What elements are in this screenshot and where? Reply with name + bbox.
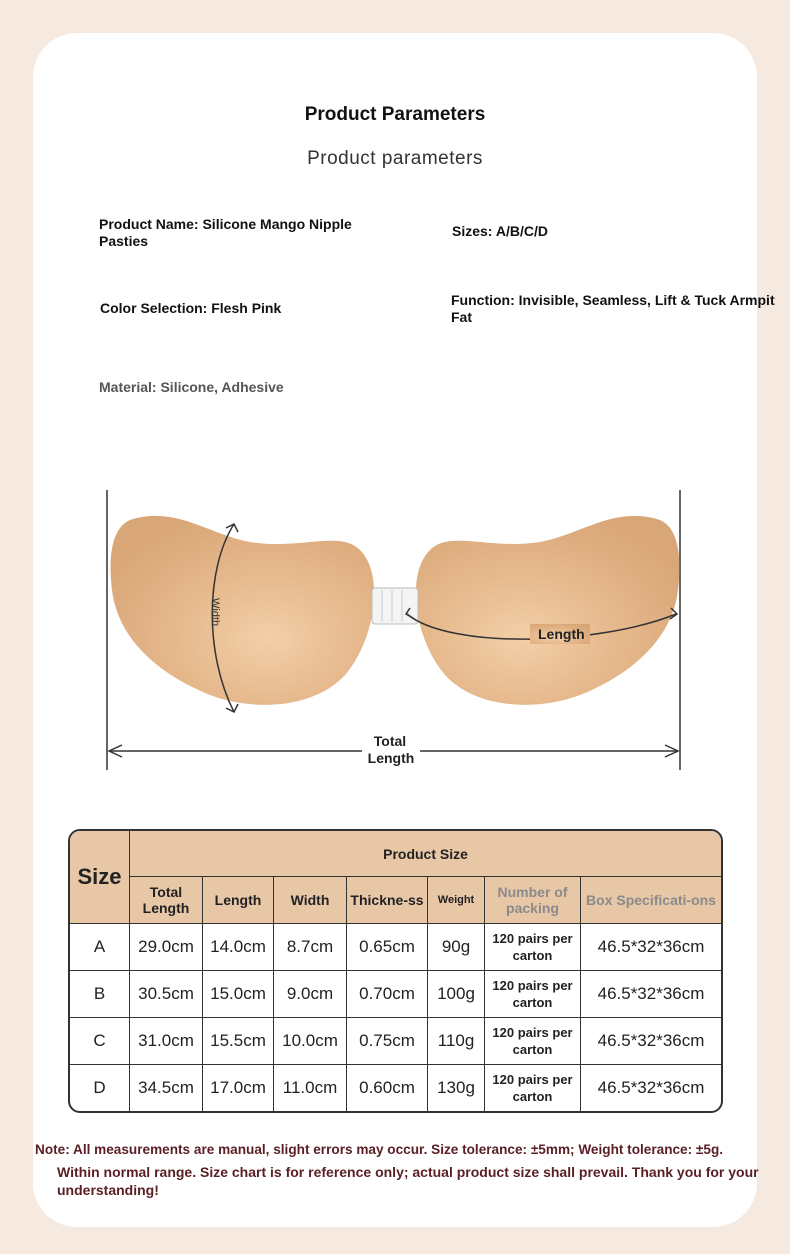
- header-packing: Number of packing: [485, 877, 581, 924]
- row-size: C: [70, 1018, 130, 1065]
- row-length: 15.5cm: [203, 1018, 274, 1065]
- page-subtitle: Product parameters: [307, 148, 483, 169]
- row-box-spec: 46.5*32*36cm: [581, 971, 721, 1018]
- header-total-length: Total Length: [130, 877, 203, 924]
- param-function: Function: Invisible, Seamless, Lift & Tuck Armpit Fat: [451, 292, 775, 325]
- row-length: 17.0cm: [203, 1065, 274, 1111]
- row-width: 11.0cm: [274, 1065, 347, 1111]
- note-line-2: Within normal range. Size chart is for reference only; actual product size shall prevail. Thank you for your understanding!: [57, 1164, 759, 1198]
- length-label: Length: [538, 626, 585, 642]
- row-total-length: 31.0cm: [130, 1018, 203, 1065]
- left-cup-shape: [111, 516, 375, 705]
- table-row: [70, 971, 721, 1018]
- size-table: [68, 829, 723, 1113]
- page-title: Product Parameters: [304, 104, 486, 125]
- row-box-spec: 46.5*32*36cm: [581, 1018, 721, 1065]
- total-length-label-2: Length: [367, 750, 415, 766]
- center-clasp: [372, 588, 418, 624]
- row-thickness: 0.65cm: [347, 924, 428, 971]
- table-row: [70, 1065, 721, 1111]
- note-line-1: Note: All measurements are manual, slight errors may occur. Size tolerance: ±5mm; Weight tolerance: ±5g.: [35, 1142, 724, 1157]
- total-length-label-1: Total: [373, 733, 407, 749]
- size-column-header: Size: [70, 831, 130, 924]
- param-product-name: Product Name: Silicone Mango Nipple Pasties: [99, 216, 352, 249]
- param-sizes: Sizes: A/B/C/D: [452, 223, 548, 239]
- header-weight: Weight: [428, 877, 485, 924]
- product-size-header: Product Size: [130, 831, 721, 877]
- row-width: 10.0cm: [274, 1018, 347, 1065]
- row-thickness: 0.70cm: [347, 971, 428, 1018]
- row-width: 8.7cm: [274, 924, 347, 971]
- product-illustration: [0, 480, 790, 780]
- table-row: [70, 924, 721, 971]
- row-weight: 130g: [428, 1065, 485, 1111]
- row-packing: 120 pairs per carton: [485, 1065, 581, 1111]
- header-width: Width: [274, 877, 347, 924]
- header-length: Length: [203, 877, 274, 924]
- row-box-spec: 46.5*32*36cm: [597, 1078, 705, 1097]
- row-packing: 120 pairs per carton: [485, 924, 581, 971]
- param-material: Material: Silicone, Adhesive: [99, 379, 284, 395]
- header-thickness: Thickne-ss: [347, 877, 428, 924]
- row-packing: 120 pairs per carton: [485, 971, 581, 1018]
- row-length: 14.0cm: [203, 924, 274, 971]
- row-packing: 120 pairs per carton: [485, 1018, 581, 1065]
- row-box-spec: 46.5*32*36cm: [581, 924, 721, 971]
- row-weight: 110g: [428, 1018, 485, 1065]
- width-label: Width: [209, 598, 221, 627]
- row-width: 9.0cm: [274, 971, 347, 1018]
- row-weight: 90g: [428, 924, 485, 971]
- header-box-spec: Box Specificati-ons: [581, 877, 721, 924]
- row-total-length: 30.5cm: [130, 971, 203, 1018]
- table-row: [70, 1018, 721, 1065]
- row-size: D: [70, 1065, 130, 1111]
- row-length: 15.0cm: [203, 971, 274, 1018]
- row-total-length: 29.0cm: [130, 924, 203, 971]
- right-cup-shape: [416, 516, 680, 705]
- row-thickness: 0.75cm: [347, 1018, 428, 1065]
- row-thickness: 0.60cm: [347, 1065, 428, 1111]
- row-weight: 100g: [428, 971, 485, 1018]
- param-color: Color Selection: Flesh Pink: [100, 300, 282, 316]
- row-size: B: [70, 971, 130, 1018]
- row-total-length: 34.5cm: [130, 1065, 203, 1111]
- row-size: A: [70, 924, 130, 971]
